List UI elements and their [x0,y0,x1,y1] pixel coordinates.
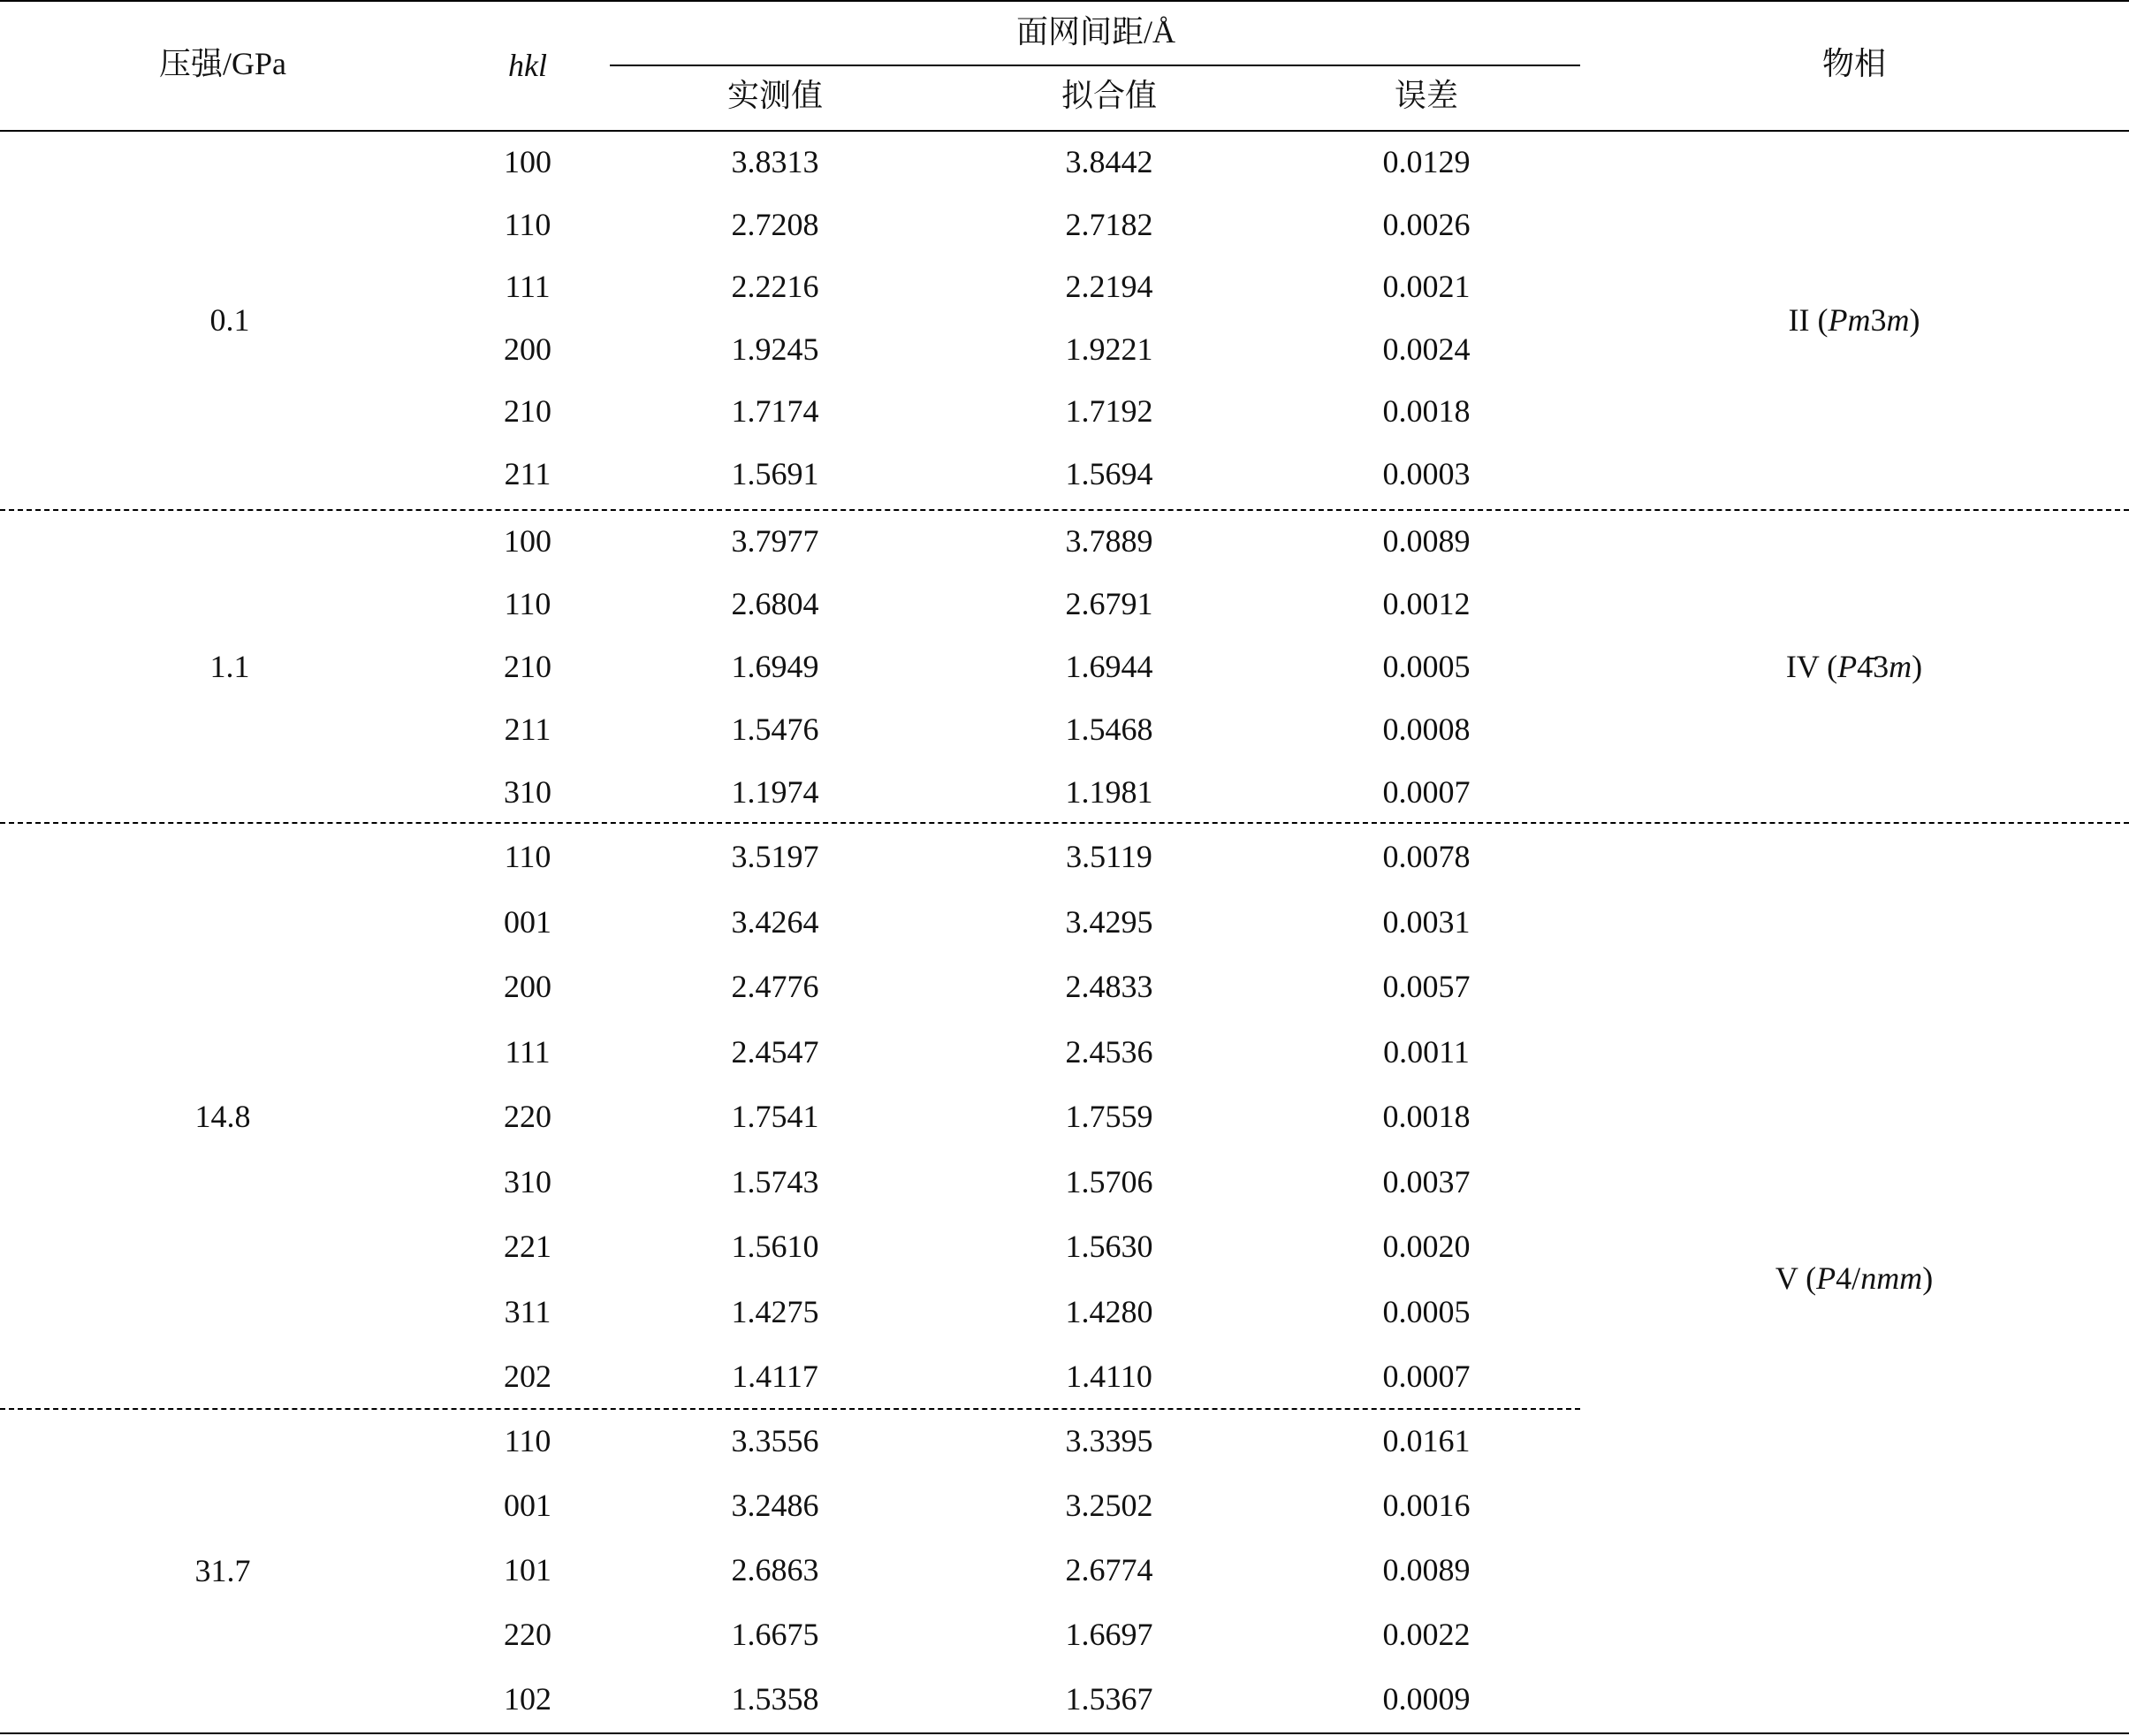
measured-cell: 2.2216 [731,269,819,304]
fitted-cell: 1.1981 [1065,774,1153,810]
measured-cell: 1.6949 [731,649,819,684]
fitted-cell: 1.6944 [1065,649,1153,684]
table-top-rule [0,0,2129,2]
measured-cell: 1.4117 [732,1359,818,1394]
error-cell: 0.0024 [1382,331,1471,367]
measured-cell: 3.5197 [731,839,819,874]
error-cell: 0.0005 [1382,1294,1471,1329]
phase-numeral: IV [1785,649,1820,684]
header-measured: 实测值 [726,78,824,113]
measured-cell: 3.3556 [731,1423,819,1458]
fitted-cell: 3.3395 [1065,1423,1153,1458]
measured-cell: 1.5358 [731,1681,819,1717]
error-cell: 0.0089 [1382,523,1471,559]
header-pressure: 压强/GPa [158,46,287,81]
space-group-part: m [1886,302,1910,338]
measured-cell: 2.6804 [731,586,819,621]
measured-cell: 3.4264 [731,904,819,940]
pressure-value: 0.1 [209,302,250,338]
space-group-part: P [1837,649,1858,684]
hkl-cell: 110 [504,207,551,242]
space-group-part: Pm [1828,302,1871,338]
header-phase: 物相 [1821,46,1887,81]
fitted-cell: 1.9221 [1065,331,1153,367]
hkl-cell: 311 [504,1294,551,1329]
measured-cell: 3.2486 [731,1488,819,1523]
fitted-cell: 2.7182 [1065,207,1153,242]
measured-cell: 3.7977 [731,523,819,559]
fitted-cell: 1.4110 [1066,1359,1152,1394]
measured-cell: 1.7541 [731,1099,819,1134]
measured-cell: 2.4776 [731,969,819,1004]
measured-cell: 3.8313 [731,144,819,179]
error-cell: 0.0021 [1382,269,1471,304]
phase-numeral: II [1788,302,1810,338]
hkl-cell: 110 [504,1423,551,1458]
measured-cell: 1.7174 [731,393,819,429]
measured-cell: 1.5743 [731,1164,819,1199]
hkl-cell: 210 [504,393,551,429]
space-group-part: 4/ [1836,1260,1861,1296]
hkl-cell: 102 [504,1681,551,1717]
fitted-cell: 1.6697 [1065,1617,1153,1652]
phase-label: V (P4/nmm) [1775,1260,1934,1296]
hkl-cell: 001 [504,1488,551,1523]
error-cell: 0.0008 [1382,712,1471,747]
fitted-cell: 2.2194 [1065,269,1153,304]
phase-label: IV (P4̄3m) [1785,649,1923,684]
hkl-cell: 100 [504,523,551,559]
error-cell: 0.0018 [1382,1099,1471,1134]
hkl-cell: 202 [504,1359,551,1394]
measured-cell: 1.4275 [731,1294,819,1329]
fitted-cell: 2.6791 [1065,586,1153,621]
measured-cell: 1.9245 [731,331,819,367]
space-group-part: 3 [1870,302,1887,338]
hkl-cell: 111 [505,269,551,304]
fitted-cell: 2.4536 [1065,1034,1153,1070]
space-group-part: P [1816,1260,1836,1296]
header-spacing-group: 面网间距/Å [1015,14,1176,49]
fitted-cell: 2.4833 [1065,969,1153,1004]
fitted-cell: 1.7559 [1065,1099,1153,1134]
fitted-cell: 1.5706 [1065,1164,1153,1199]
header-hkl: hkl [508,48,547,83]
phase-numeral: V [1775,1260,1798,1296]
spanner-rule [610,65,1580,66]
pressure-value: 14.8 [194,1099,251,1134]
error-cell: 0.0007 [1382,1359,1471,1394]
measured-cell: 2.4547 [731,1034,819,1070]
header-fitted: 拟合值 [1061,78,1158,113]
error-cell: 0.0129 [1382,144,1471,179]
table-bottom-rule [0,1732,2129,1734]
measured-cell: 2.6863 [731,1552,819,1588]
fitted-cell: 3.5119 [1066,839,1152,874]
group-divider [0,1408,1580,1410]
error-cell: 0.0011 [1383,1034,1470,1070]
fitted-cell: 1.5367 [1065,1681,1153,1717]
hkl-cell: 310 [504,1164,551,1199]
hkl-cell: 100 [504,144,551,179]
error-cell: 0.0016 [1382,1488,1471,1523]
measured-cell: 1.5476 [731,712,819,747]
header-error: 误差 [1394,78,1459,113]
fitted-cell: 1.4280 [1065,1294,1153,1329]
hkl-cell: 001 [504,904,551,940]
hkl-cell: 211 [504,712,551,747]
measured-cell: 1.5610 [731,1229,819,1264]
error-cell: 0.0007 [1382,774,1471,810]
error-cell: 0.0018 [1382,393,1471,429]
hkl-cell: 110 [504,586,551,621]
measured-cell: 1.1974 [731,774,819,810]
error-cell: 0.0020 [1382,1229,1471,1264]
hkl-cell: 210 [504,649,551,684]
error-cell: 0.0089 [1382,1552,1471,1588]
error-cell: 0.0005 [1382,649,1471,684]
error-cell: 0.0057 [1382,969,1471,1004]
error-cell: 0.0026 [1382,207,1471,242]
hkl-cell: 101 [504,1552,551,1588]
group-divider [0,822,2129,824]
fitted-cell: 1.5468 [1065,712,1153,747]
error-cell: 0.0037 [1382,1164,1471,1199]
phase-label: II (Pm3m) [1788,302,1920,338]
error-cell: 0.0003 [1382,456,1471,491]
fitted-cell: 3.4295 [1065,904,1153,940]
error-cell: 0.0078 [1382,839,1471,874]
measured-cell: 1.6675 [731,1617,819,1652]
group-divider [0,509,2129,511]
error-cell: 0.0161 [1382,1423,1471,1458]
error-cell: 0.0012 [1382,586,1471,621]
hkl-cell: 220 [504,1099,551,1134]
error-cell: 0.0009 [1382,1681,1471,1717]
hkl-cell: 200 [504,331,551,367]
fitted-cell: 1.5630 [1065,1229,1153,1264]
error-cell: 0.0022 [1382,1617,1471,1652]
hkl-cell: 220 [504,1617,551,1652]
fitted-cell: 2.6774 [1065,1552,1153,1588]
fitted-cell: 3.2502 [1065,1488,1153,1523]
hkl-cell: 221 [504,1229,551,1264]
space-group-part: nmm [1860,1260,1923,1296]
fitted-cell: 3.7889 [1065,523,1153,559]
hkl-cell: 200 [504,969,551,1004]
space-group-part: m [1889,649,1912,684]
hkl-cell: 211 [504,456,551,491]
hkl-cell: 310 [504,774,551,810]
pressure-value: 31.7 [194,1553,251,1588]
header-bottom-rule [0,130,2129,132]
space-group-part: 4̄3 [1857,649,1889,684]
measured-cell: 2.7208 [731,207,819,242]
fitted-cell: 1.5694 [1065,456,1153,491]
fitted-cell: 3.8442 [1065,144,1153,179]
error-cell: 0.0031 [1382,904,1471,940]
pressure-value: 1.1 [209,649,250,684]
fitted-cell: 1.7192 [1065,393,1153,429]
hkl-cell: 111 [505,1034,551,1070]
measured-cell: 1.5691 [731,456,819,491]
hkl-cell: 110 [504,839,551,874]
